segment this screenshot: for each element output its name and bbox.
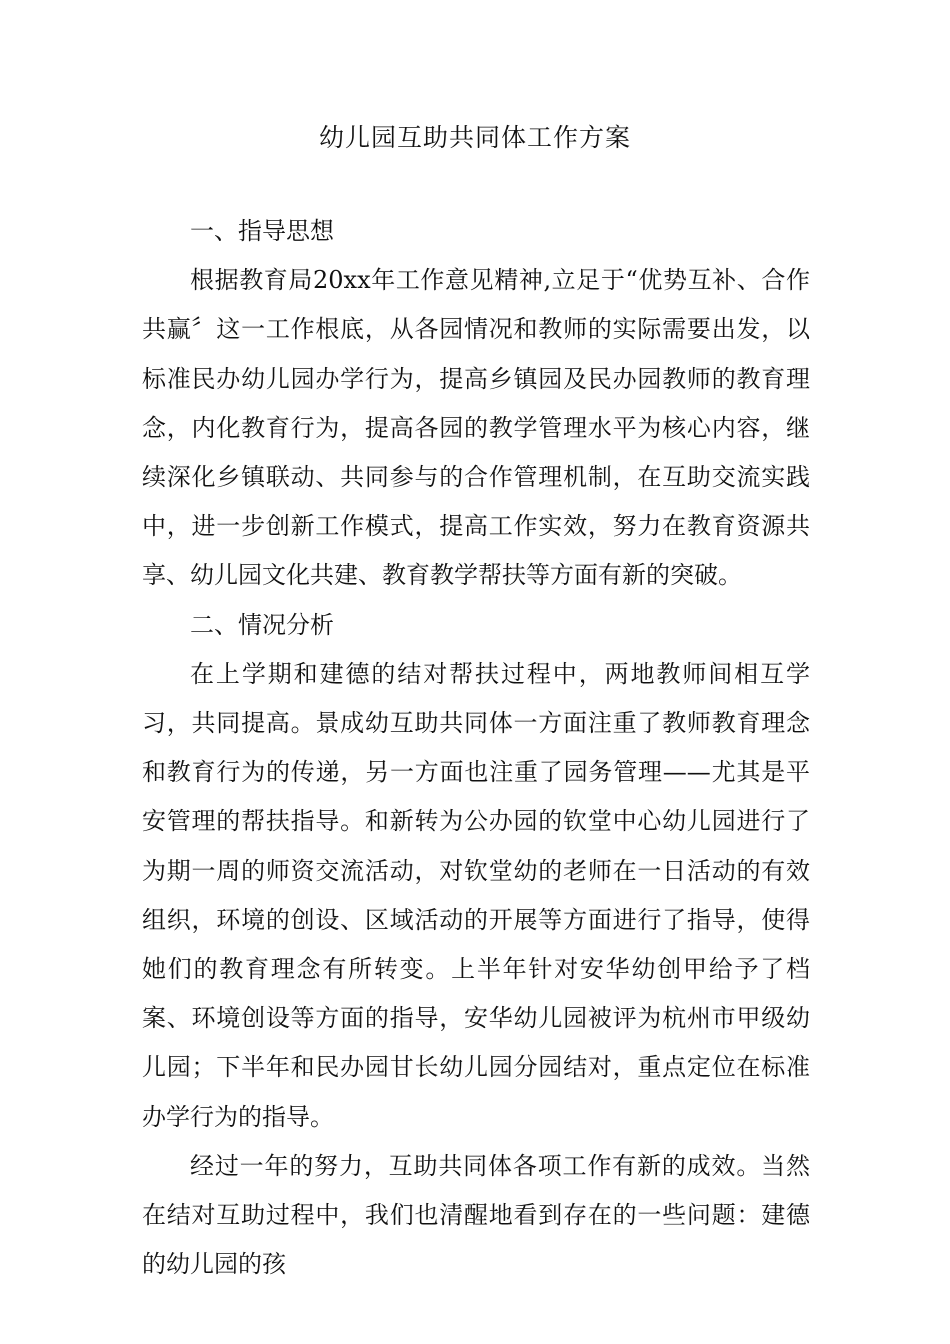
document-body bbox=[142, 207, 810, 1289]
paragraph: 经过一年的努力，互助共同体各项工作有新的成效。当然在结对互助过程中，我们也清醒地看到存在的一些问题：建德的幼儿园的孩 bbox=[142, 1151, 810, 1279]
section-heading: 二、情况分析 bbox=[190, 610, 334, 639]
document-title: 幼儿园互助共同体工作方案 bbox=[318, 123, 631, 152]
paragraph: 在上学期和建德的结对帮扶过程中，两地教师间相互学习，共同提高。景成幼互助共同体一方面注重了教师教育理念和教育行为的传递，另一方面也注重了园务管理——尤其是平安管理的帮扶指导。和新转为公办园的钦堂中心幼儿园进行了为期一周的师资交流活动，对钦堂幼的老师在一日活动的有效组织，环境的创设、区域活动的开展等方面进行了指导，使得她们的教育理念有所转变。上半年针对安华幼创甲给予了档案、环境创设等方面的指导，安华幼儿园被评为杭州市甲级幼儿园；下半年和民办园甘长幼儿园分园结对，重点定位在标准办学行为的指导。 bbox=[142, 659, 810, 1131]
paragraph: 根据教育局20xx年工作意见精神,立足于“优势互补、合作共赢〞这一工作根底，从各园情况和教师的实际需要出发，以标准民办幼儿园办学行为，提高乡镇园及民办园教师的教育理念，内化教育行为，提高各园的教学管理水平为核心内容，继续深化乡镇联动、共同参与的合作管理机制，在互助交流实践中，进一步创新工作模式，提高工作实效，努力在教育资源共享、幼儿园文化共建、教育教学帮扶等方面有新的突破。 bbox=[142, 266, 810, 590]
section-heading: 一、指导思想 bbox=[190, 217, 334, 245]
